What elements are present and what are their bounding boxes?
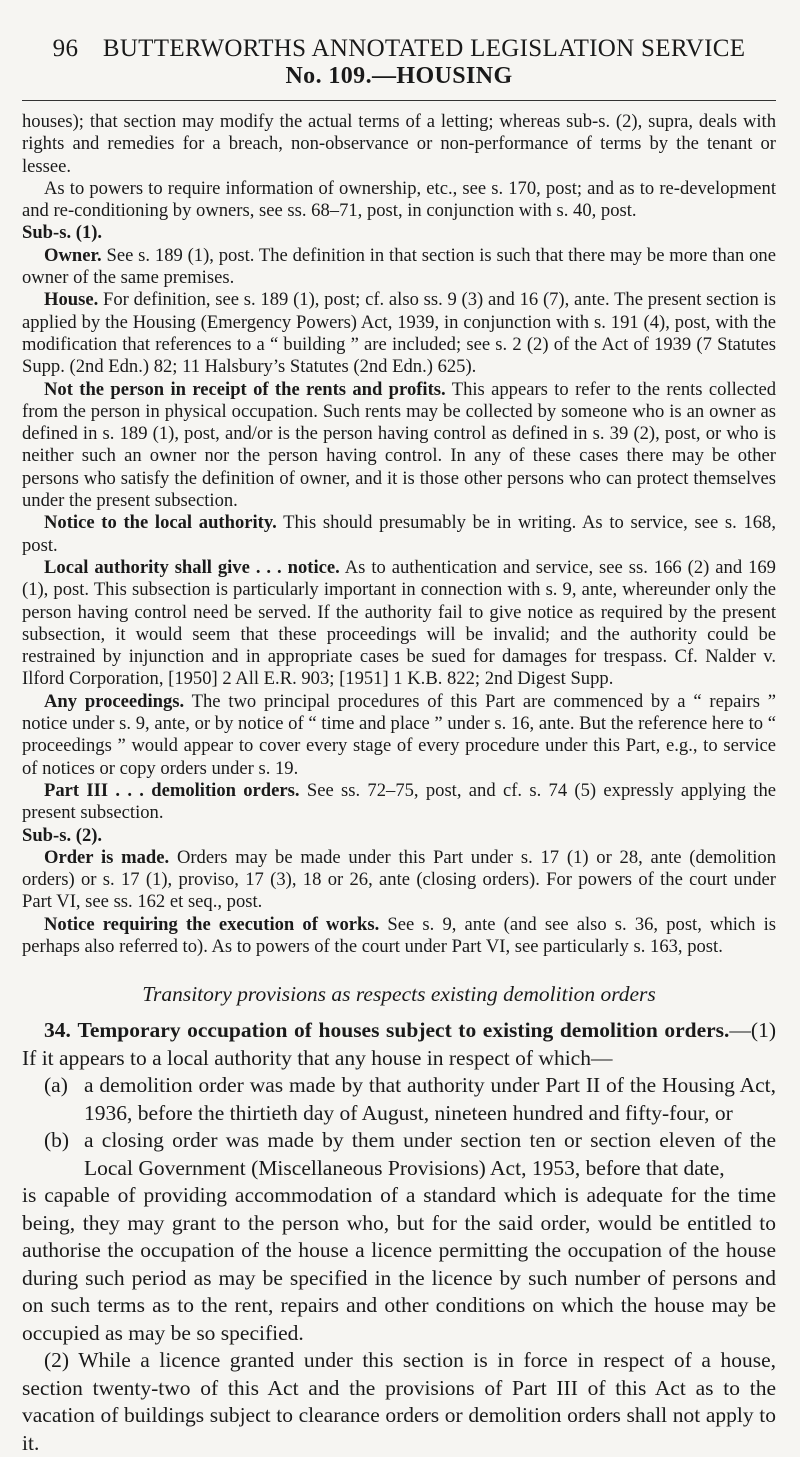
note-heading: Not the person in receipt of the rents and profits. — [44, 378, 446, 400]
note-heading: Owner. — [44, 244, 102, 266]
subsection-heading-1: Sub-s. (1). — [22, 222, 103, 244]
note-owner: Owner. See s. 189 (1), post. The definition in that section is such that there may be more than one owner of the same premises. — [22, 244, 776, 289]
note-heading: Any proceedings. — [44, 690, 185, 712]
note-heading: Local authority shall give . . . notice. — [44, 556, 340, 578]
list-item-label: (a) — [44, 1073, 68, 1098]
list-item-a — [44, 1072, 776, 1127]
list-item-b — [44, 1127, 776, 1182]
note-notice-requiring: Notice requiring the execution of works. See s. 9, ante (and see also s. 36, post, which is perhaps also referred to). As to powers of the court under Part VI, see particularly s. 163, post. — [22, 913, 777, 957]
header-rule — [22, 100, 776, 101]
note-powers: As to powers to require information of ownership, etc., see s. 170, post; and as to re-development and re-conditioning by owners, see ss. 68–71, post, in conjunction with s. 40, post. — [22, 177, 776, 222]
note-any-proceedings: Any proceedings. The two principal procedures of this Part are commenced by a “ repairs ” notice under s. 9, ante, or by notice of “ time and place ” under s. 16, ante. But the reference here to “ proceedings ” would appear to cover every stage of every procedure under this Part, e.g., to service of notices or copy orders under s. 19. — [22, 690, 776, 779]
note-continuation: houses); that section may modify the actual terms of a letting; whereas sub-s. (2), supra, deals with rights and remedies for a breach, non-observance or non-performance of terms by the tenant or lessee. — [22, 111, 776, 177]
note-notice: Notice to the local authority. This should presumably be in writing. As to service, see s. 168, post. — [22, 512, 777, 556]
note-heading: Part III . . . demolition orders. — [44, 779, 300, 801]
section-intro — [22, 1017, 776, 1072]
note-order-made: Order is made. Orders may be made under this Part under s. 17 (1) or 28, ante (demolition orders) or s. 17 (1), proviso, 17 (3), 18 or 26, ante (closing orders). For powers of the court under Part VI, see ss. 162 et seq., post. — [22, 846, 777, 913]
note-not-person: Not the person in receipt of the rents and profits. This appears to refer to the rents collected from the person in physical occupation. Such rents may be collected by someone who is an owner as defined in s. 189 (1), post, and/or is the person having control as defined in s. 39 (2), post, or who is neither such an owner nor the person having control. In any of these cases there may be other persons who satisfy the definition of owner, and it is those other persons who can protect themselves under the present subsection. — [22, 378, 777, 512]
note-local-authority: Local authority shall give . . . notice. As to authentication and service, see ss. 166 (2) and 169 (1), post. This subsection is particularly important in connection with s. 9, ante, whereunder only the person having control need be served. If the authority fail to give notice as required by the present subsection, it would seem that these proceedings will be invalid; and the authority could be restrained by injunction and in appropriate cases be sued for damages for trespass. Cf. Nalder v. Ilford Corporation, [1950] 2 All E.R. 903; [1951] 1 K.B. 822; 2nd Digest Supp. — [22, 556, 776, 690]
note-part-three: Part III . . . demolition orders. See ss. 72–75, post, and cf. s. 74 (5) expressly applying the present subsection. — [22, 779, 776, 824]
list-item-label: (b) — [44, 1128, 70, 1153]
list-item-text: a closing order was made by them under section ten or section eleven of the Local Government (Miscellaneous Provisions) Act, 1953, before that date, — [84, 1128, 776, 1180]
series-title: BUTTERWORTHS ANNOTATED LEGISLATION SERVICE — [102, 35, 746, 62]
note-house: House. For definition, see s. 189 (1), post; cf. also ss. 9 (3) and 16 (7), ante. The present section is applied by the Housing (Emergency Powers) Act, 1939, in conjunction with s. 191 (4), post, with the modification that references to a “ building ” are included; see s. 2 (2) of the Act of 1939 (7 Statutes Supp. (2nd Edn.) 82; 11 Halsbury’s Statutes (2nd Edn.) 625). — [22, 289, 776, 378]
running-header — [22, 0, 776, 88]
section-34 — [22, 1017, 776, 1457]
list-item-text: a demolition order was made by that authority under Part II of the Housing Act, 1936, before the thirtieth day of August, nineteen hundred and fifty-four, or — [84, 1073, 776, 1125]
page-subtitle: No. 109.—HOUSING — [285, 63, 513, 89]
section-heading: Temporary occupation of houses subject to existing demolition orders. — [77, 1018, 730, 1043]
section-paragraph-1-rest: is capable of providing accommodation of a standard which is adequate for the time being, they may grant to the person who, but for the said order, would be entitled to authorise the occupation of the house a licence permitting the occupation of the house during such period as may be specified in the licence by such number of persons and on such terms as to the rent, repairs and other conditions on which the house may be occupied as may be so specified. — [22, 1183, 776, 1345]
page-number: 96 — [52, 35, 79, 62]
annotation-notes — [22, 111, 776, 958]
subsection-heading-2: Sub-s. (2). — [22, 824, 103, 846]
note-heading: Notice requiring the execution of works. — [44, 913, 380, 935]
note-heading: Order is made. — [44, 846, 170, 868]
note-heading: House. — [44, 289, 99, 311]
section-group-title: Transitory provisions as respects existing demolition orders — [142, 982, 656, 1007]
note-heading: Notice to the local authority. — [44, 512, 277, 534]
section-intro-text: —(1) If it appears to a local authority that any house in respect of which— — [22, 1018, 776, 1070]
section-paragraph-2: (2) While a licence granted under this section is in force in respect of a house, section twenty-two of this Act and the provisions of Part III of this Act as to the vacation of buildings subject to clearance orders or demolition orders shall not apply to it. — [22, 1348, 776, 1455]
section-number: 34. — [44, 1018, 71, 1043]
